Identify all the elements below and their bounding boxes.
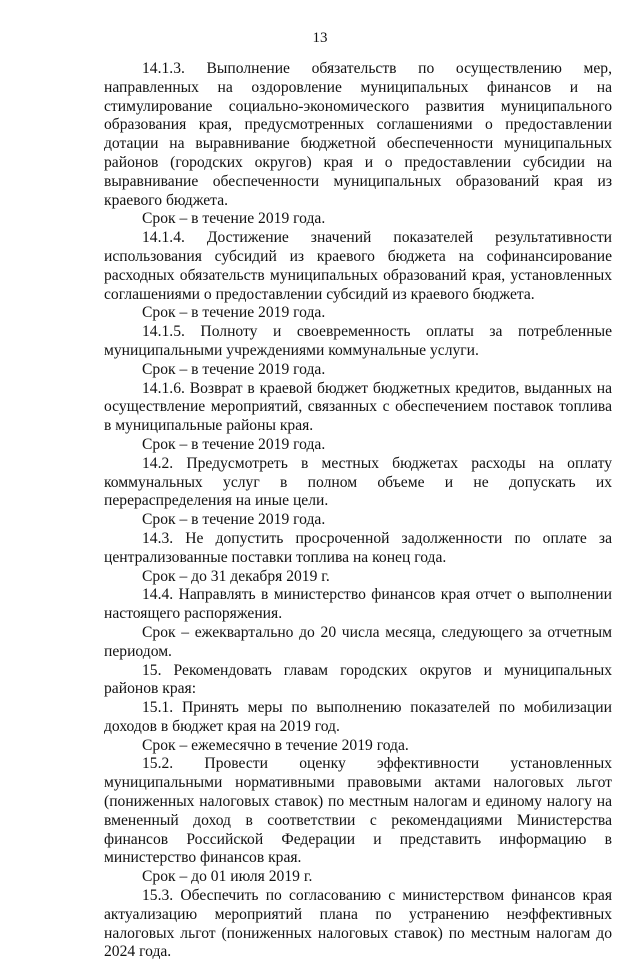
paragraph-14-1-3: 14.1.3. Выполнение обязательств по осуществлению мер, направленных на оздоровление муниципальных финансов и на стимулирование социально-экономического развития муниципального образования края, предусмотренных соглашениями о предоставлении дотации на выравнивание бюджетной обеспеченности муниципальных районов (городских округов) края и о предоставлении субсидии на выравнивание обеспеченности муниципальных образований края из краевого бюджета.	[104, 60, 612, 209]
deadline-14-1-3: Срок – в течение 2019 года.	[142, 210, 326, 228]
deadline-15-1: Срок – ежемесячно в течение 2019 года.	[142, 736, 409, 754]
paragraph-15-2: 15.2. Провести оценку эффективности установленных муниципальными нормативными правовыми актами налоговых льгот (пониженных налоговых ставок) по местным налогам и единому налогу на вмененный доход в соответствии с рекомендациями Министерства финансов Российской Федерации и представить информацию в министерство финансов края.	[104, 755, 612, 867]
deadline-14-3: Срок – до 31 декабря 2019 г.	[142, 567, 330, 585]
paragraph-15: 15. Рекомендовать главам городских округов и муниципальных районов края:	[104, 661, 612, 698]
paragraph-15-3: 15.3. Обеспечить по согласованию с министерством финансов края актуализацию мероприятий плана по устранению неэффективных налоговых льгот (пониженных налоговых ставок) по местным налогам до 2024 года.	[104, 887, 612, 961]
deadline-14-1-5: Срок – в течение 2019 года.	[142, 360, 326, 378]
paragraph-14-1-6: 14.1.6. Возврат в краевой бюджет бюджетных кредитов, выданных на осуществление мероприятий, связанных с обеспечением поставок топлива в муниципальные районы края.	[104, 379, 612, 435]
page-number: 13	[312, 30, 328, 46]
paragraph-14-2: 14.2. Предусмотреть в местных бюджетах расходы на оплату коммунальных услуг в полном объеме и не допускать их перераспределения на иные цели.	[104, 454, 612, 510]
paragraph-14-3: 14.3. Не допустить просроченной задолженности по оплате за централизованные поставки топлива на конец года.	[104, 529, 612, 566]
deadline-15-2: Срок – до 01 июля 2019 г.	[142, 868, 313, 886]
deadline-14-1-6: Срок – в течение 2019 года.	[142, 435, 326, 453]
deadline-14-1-4: Срок – в течение 2019 года.	[142, 304, 326, 322]
paragraph-15-1: 15.1. Принять меры по выполнению показателей по мобилизации доходов в бюджет края на 2019 год.	[104, 699, 612, 735]
deadline-14-2: Срок – в течение 2019 года.	[142, 511, 326, 529]
paragraph-14-1-4: 14.1.4. Достижение значений показателей результативности использования субсидий из краевого бюджета на софинансирование расходных обязательств муниципальных образований края, установленных соглашениями о предоставлении субсидий из краевого бюджета.	[104, 229, 612, 303]
paragraph-14-1-5: 14.1.5. Полноту и своевременность оплаты за потребленные муниципальными учреждениями коммунальные услуги.	[104, 323, 612, 359]
paragraph-14-4: 14.4. Направлять в министерство финансов края отчет о выполнении настоящего распоряжения.	[104, 586, 612, 623]
deadline-14-4: Срок – ежеквартально до 20 числа месяца, следующего за отчетным периодом.	[104, 623, 612, 660]
document-body	[104, 60, 612, 962]
